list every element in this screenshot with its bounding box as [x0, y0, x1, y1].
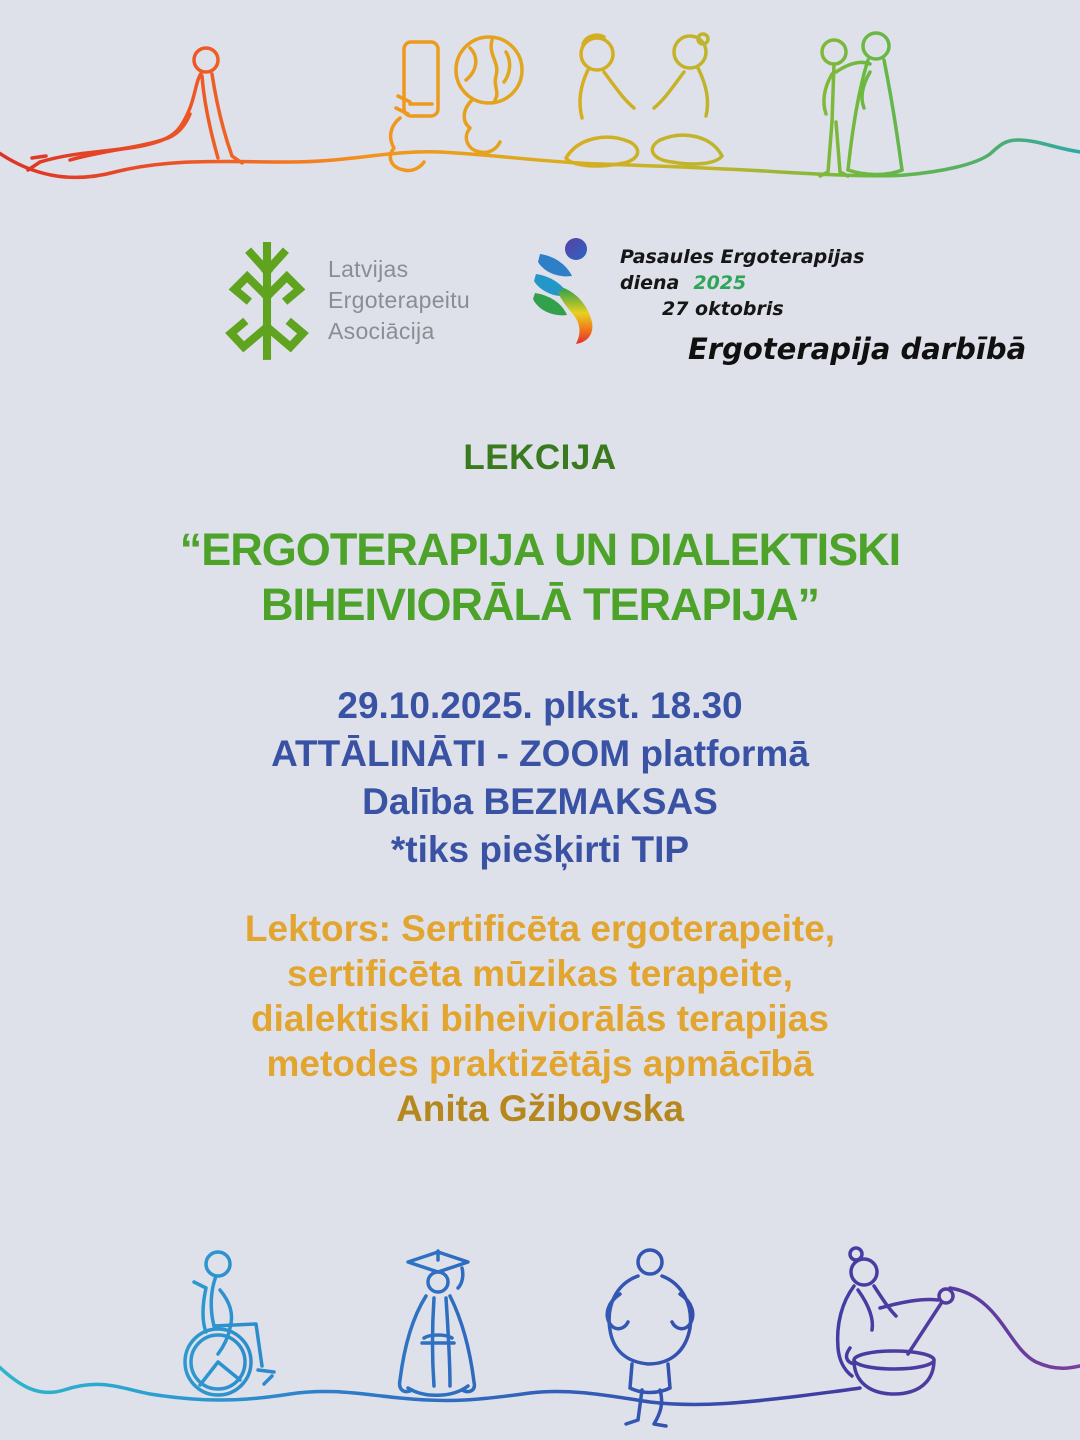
ot-day-title [620, 244, 864, 322]
top-connecting-line [0, 140, 1080, 177]
two-people-sitting-figure [566, 34, 722, 166]
wheelchair-person-figure [185, 1252, 274, 1395]
association-name-line: Latvijas [328, 255, 409, 282]
top-line-art-illustration [0, 0, 1080, 210]
association-name-line: Asociācija [328, 317, 435, 344]
association-logo [222, 238, 470, 362]
event-title-line1: “ERGOTERAPIJA UN DIALEKTISKI [179, 524, 901, 575]
association-name [328, 254, 470, 347]
jogger-figure [607, 1250, 693, 1426]
event-kicker: LEKCIJA [463, 438, 617, 477]
association-name-line: Ergoterapeitu [328, 286, 470, 313]
stretching-person-figure [28, 48, 242, 170]
event-datetime: 29.10.2025. plkst. 18.30 [337, 685, 743, 726]
ot-day-date: 27 oktobris [662, 298, 784, 320]
cooking-person-figure [838, 1248, 953, 1394]
lecturer-line: Lektors: Sertificēta ergoterapeite, [244, 908, 836, 949]
ot-day-title-line1: Pasaules Ergoterapijas [620, 246, 865, 268]
event-price: Dalība BEZMAKSAS [362, 781, 718, 822]
event-title [0, 522, 1080, 632]
ot-day-title-line2: diena 2025 [620, 272, 747, 294]
ot-day-tagline: Ergoterapija darbībā [688, 332, 1027, 366]
bottom-line-art-illustration [0, 1230, 1080, 1440]
lecturer-name: Anita Gžibovska [396, 1088, 684, 1129]
lecturer-line: dialektiski biheiviorālās terapijas [251, 998, 829, 1039]
event-details [0, 682, 1080, 874]
graduate-figure [400, 1251, 475, 1395]
ot-day-figure-icon [530, 236, 602, 346]
lecturer-info [0, 906, 1080, 1131]
world-ot-day-logo [530, 232, 1027, 382]
bottom-exit-line [950, 1288, 1080, 1368]
event-location: ATTĀLINĀTI - ZOOM platformā [271, 733, 809, 774]
hands-phone-globe-figure [390, 37, 522, 171]
lecturer-line: sertificēta mūzikas terapeite, [287, 953, 793, 994]
event-title-line2: BIHEIVIORĀLĀ TERAPIJA” [260, 579, 820, 630]
event-note: *tiks piešķirti TIP [390, 829, 690, 870]
bottom-connecting-line [0, 1360, 860, 1404]
lecturer-line: metodes praktizētājs apmācībā [266, 1043, 814, 1084]
two-people-standing-figure [820, 33, 902, 176]
tree-logo-icon [222, 238, 312, 362]
ot-day-year: 2025 [693, 272, 747, 294]
